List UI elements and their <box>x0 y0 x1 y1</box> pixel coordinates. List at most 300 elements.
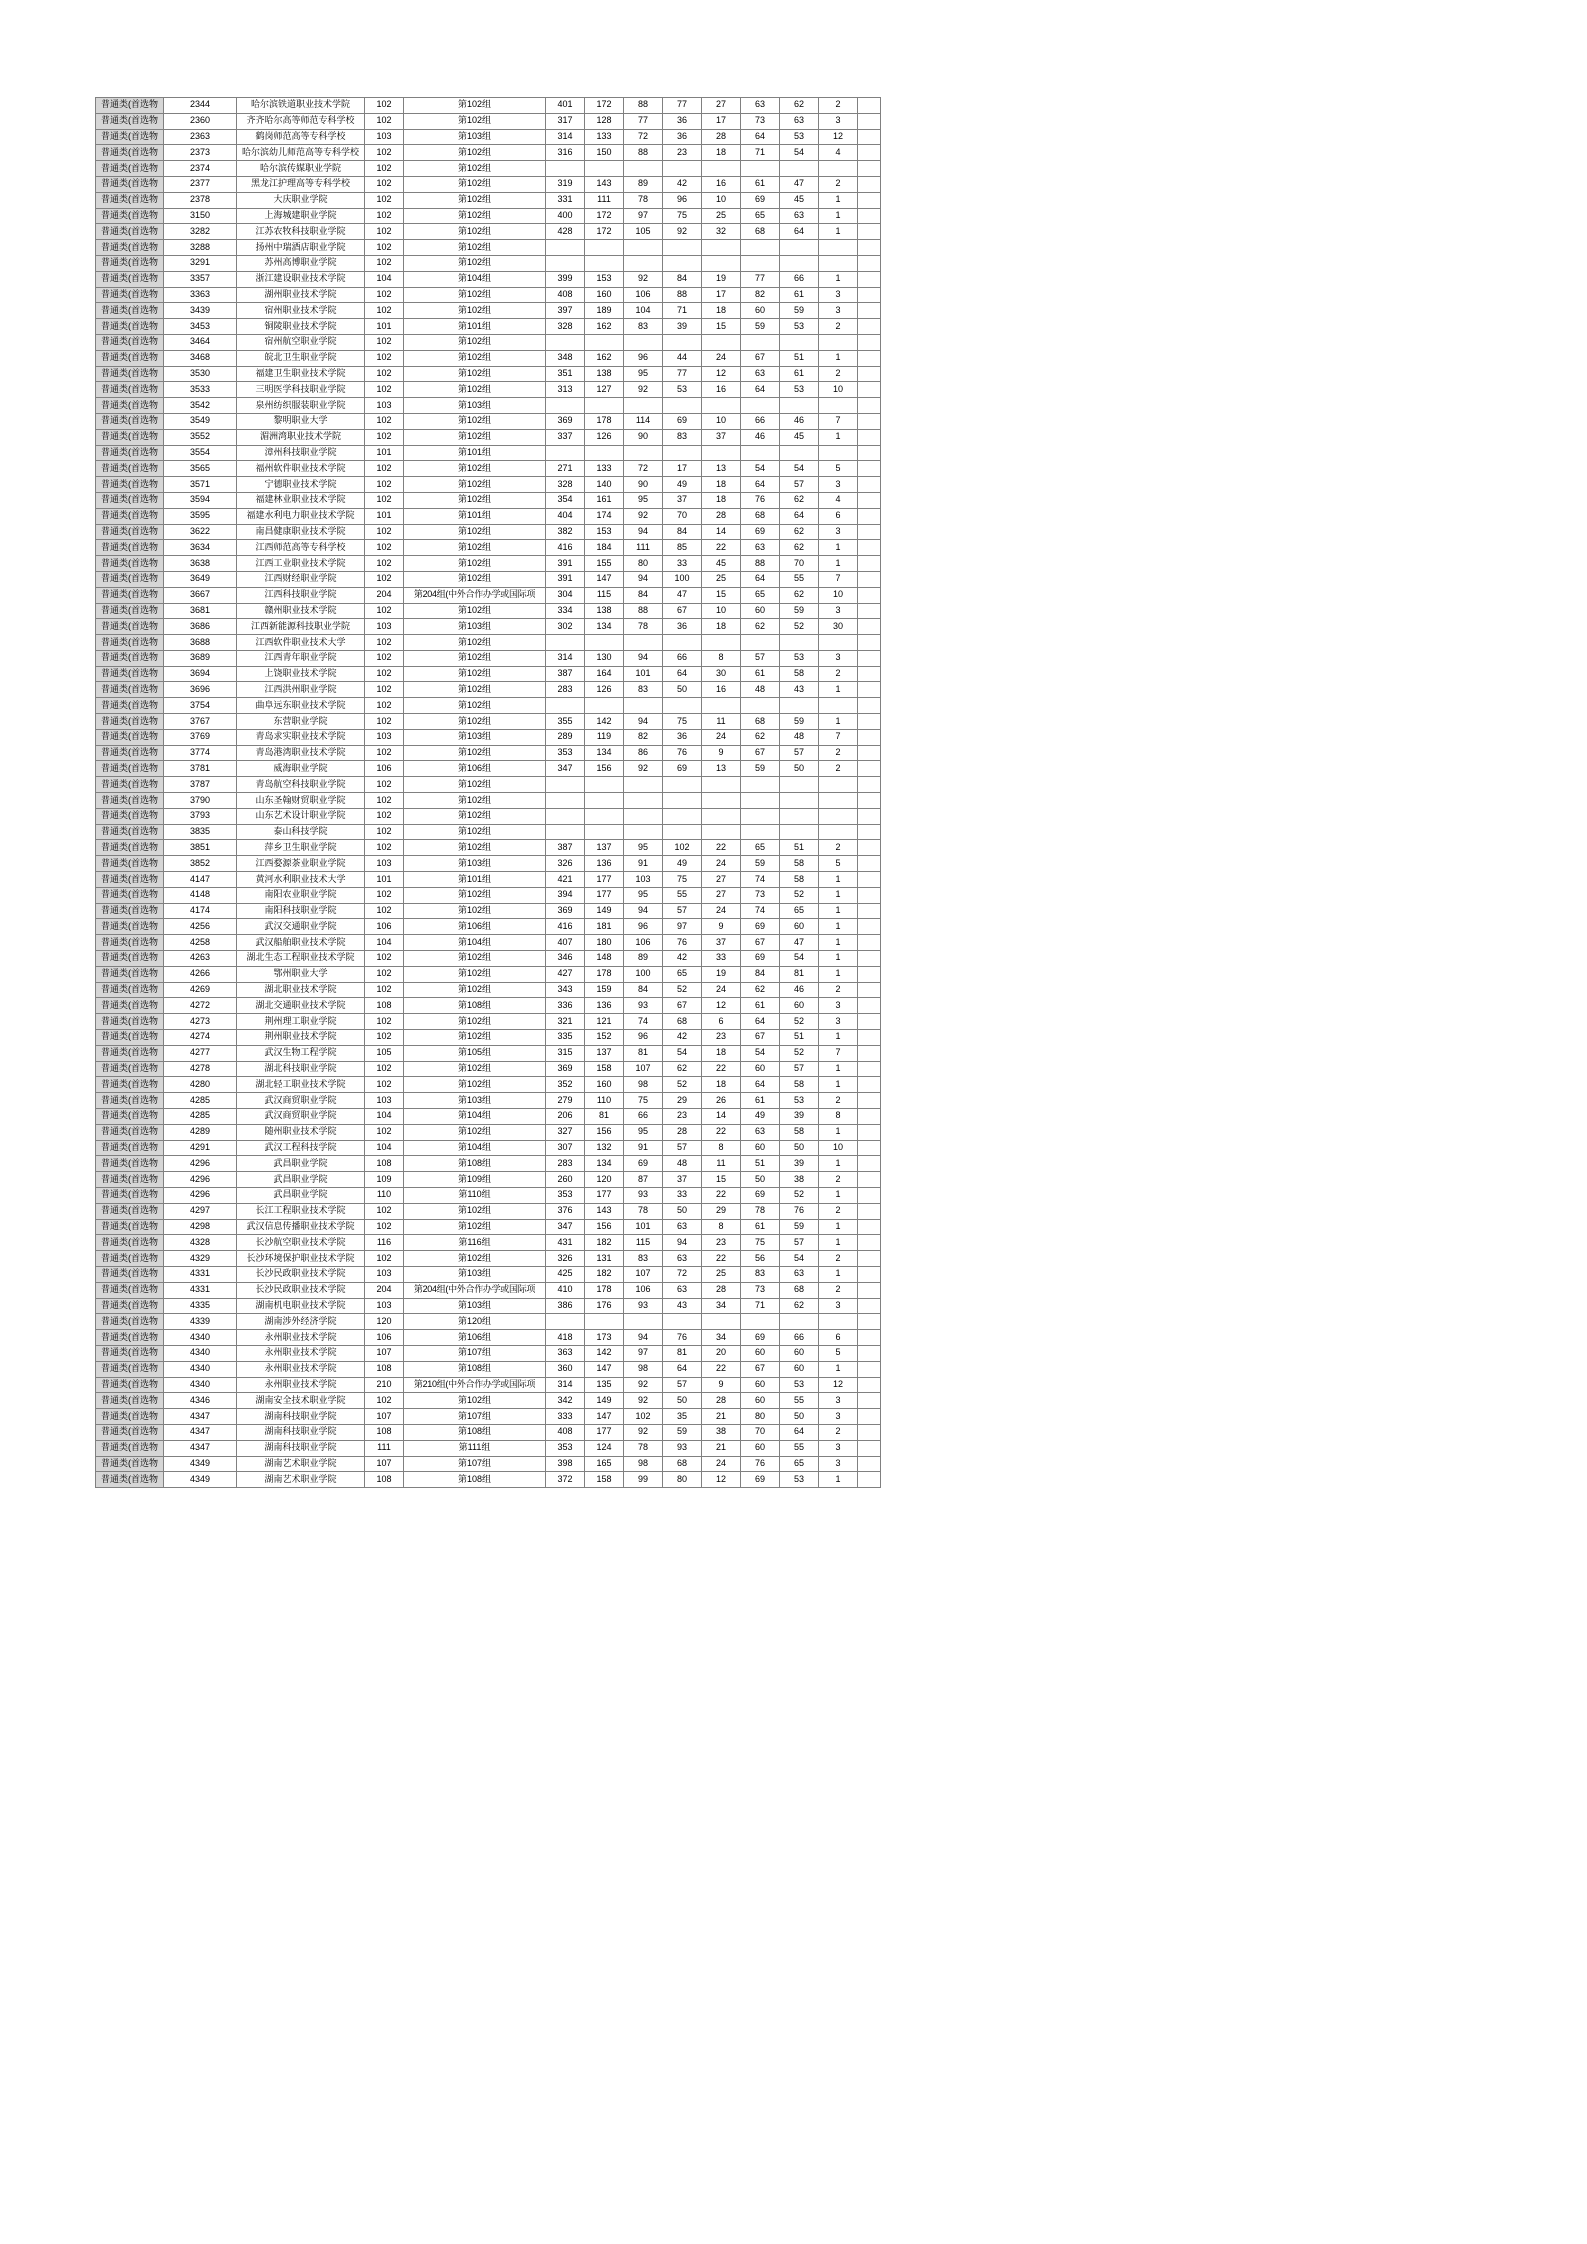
value-cell: 59 <box>780 603 819 619</box>
value-cell: 98 <box>624 1361 663 1377</box>
group-code-cell: 210 <box>365 1377 404 1393</box>
group-name-cell: 第111组 <box>404 1440 546 1456</box>
value-cell <box>585 161 624 177</box>
group-code-cell: 102 <box>365 477 404 493</box>
value-cell: 67 <box>741 1030 780 1046</box>
category-cell: 普通类(首选物 <box>96 1251 164 1267</box>
value-cell: 302 <box>546 619 585 635</box>
value-cell: 71 <box>741 1298 780 1314</box>
group-code-cell: 102 <box>365 540 404 556</box>
table-row <box>96 445 881 461</box>
value-cell: 333 <box>546 1409 585 1425</box>
group-code-cell: 111 <box>365 1440 404 1456</box>
value-cell: 94 <box>663 1235 702 1251</box>
spacer-cell <box>858 382 881 398</box>
value-cell: 165 <box>585 1456 624 1472</box>
category-cell: 普通类(首选物 <box>96 334 164 350</box>
value-cell: 2 <box>819 1251 858 1267</box>
value-cell: 1 <box>819 540 858 556</box>
value-cell: 83 <box>624 682 663 698</box>
value-cell <box>663 240 702 256</box>
spacer-cell <box>858 587 881 603</box>
value-cell: 102 <box>624 1409 663 1425</box>
value-cell <box>585 698 624 714</box>
value-cell: 177 <box>585 1424 624 1440</box>
value-cell: 317 <box>546 113 585 129</box>
code-cell: 4297 <box>164 1203 237 1219</box>
value-cell: 53 <box>780 1472 819 1488</box>
value-cell <box>741 1314 780 1330</box>
value-cell: 416 <box>546 919 585 935</box>
group-code-cell: 102 <box>365 1030 404 1046</box>
value-cell: 67 <box>663 603 702 619</box>
value-cell: 76 <box>663 1330 702 1346</box>
value-cell <box>780 635 819 651</box>
value-cell: 173 <box>585 1330 624 1346</box>
value-cell: 321 <box>546 1014 585 1030</box>
school-cell: 苏州高博职业学院 <box>237 255 365 271</box>
value-cell: 83 <box>741 1266 780 1282</box>
value-cell <box>546 398 585 414</box>
value-cell: 64 <box>741 477 780 493</box>
spacer-cell <box>858 619 881 635</box>
table-row <box>96 1266 881 1282</box>
spacer-cell <box>858 777 881 793</box>
table-row <box>96 492 881 508</box>
school-cell: 武汉商贸职业学院 <box>237 1093 365 1109</box>
value-cell: 62 <box>663 1061 702 1077</box>
value-cell: 5 <box>819 1345 858 1361</box>
value-cell <box>819 1314 858 1330</box>
value-cell: 33 <box>663 556 702 572</box>
table-row <box>96 161 881 177</box>
group-code-cell: 102 <box>365 571 404 587</box>
group-name-cell: 第102组 <box>404 350 546 366</box>
value-cell: 408 <box>546 287 585 303</box>
value-cell: 12 <box>819 1377 858 1393</box>
category-cell: 普通类(首选物 <box>96 1314 164 1330</box>
value-cell: 6 <box>702 1014 741 1030</box>
group-code-cell: 103 <box>365 1266 404 1282</box>
code-cell: 3622 <box>164 524 237 540</box>
group-name-cell: 第101组 <box>404 508 546 524</box>
code-cell: 2363 <box>164 129 237 145</box>
category-cell: 普通类(首选物 <box>96 808 164 824</box>
value-cell <box>585 808 624 824</box>
value-cell: 67 <box>741 1361 780 1377</box>
value-cell: 78 <box>624 1440 663 1456</box>
group-code-cell: 102 <box>365 366 404 382</box>
value-cell: 135 <box>585 1377 624 1393</box>
table-row <box>96 1124 881 1140</box>
value-cell: 2 <box>819 1203 858 1219</box>
value-cell: 66 <box>663 650 702 666</box>
value-cell: 110 <box>585 1093 624 1109</box>
spacer-cell <box>858 1472 881 1488</box>
value-cell: 52 <box>780 1014 819 1030</box>
spacer-cell <box>858 856 881 872</box>
value-cell: 58 <box>780 666 819 682</box>
group-name-cell: 第102组 <box>404 1251 546 1267</box>
group-name-cell: 第110组 <box>404 1187 546 1203</box>
value-cell: 33 <box>702 951 741 967</box>
spacer-cell <box>858 1424 881 1440</box>
spacer-cell <box>858 919 881 935</box>
value-cell <box>585 255 624 271</box>
value-cell: 62 <box>741 619 780 635</box>
code-cell: 4331 <box>164 1282 237 1298</box>
value-cell: 316 <box>546 145 585 161</box>
value-cell: 22 <box>702 540 741 556</box>
value-cell: 72 <box>624 461 663 477</box>
category-cell: 普通类(首选物 <box>96 287 164 303</box>
spacer-cell <box>858 951 881 967</box>
value-cell: 57 <box>663 1140 702 1156</box>
value-cell: 369 <box>546 1061 585 1077</box>
value-cell: 10 <box>819 1140 858 1156</box>
value-cell <box>780 398 819 414</box>
school-cell: 永州职业技术学院 <box>237 1361 365 1377</box>
spacer-cell <box>858 192 881 208</box>
value-cell: 7 <box>819 571 858 587</box>
value-cell: 132 <box>585 1140 624 1156</box>
value-cell <box>546 161 585 177</box>
value-cell <box>780 793 819 809</box>
value-cell: 69 <box>741 1472 780 1488</box>
value-cell: 1 <box>819 1061 858 1077</box>
value-cell: 64 <box>663 666 702 682</box>
group-code-cell: 102 <box>365 334 404 350</box>
category-cell: 普通类(首选物 <box>96 129 164 145</box>
group-name-cell: 第102组 <box>404 887 546 903</box>
code-cell: 3554 <box>164 445 237 461</box>
table-row <box>96 319 881 335</box>
group-code-cell: 102 <box>365 1061 404 1077</box>
category-cell: 普通类(首选物 <box>96 951 164 967</box>
group-code-cell: 102 <box>365 1014 404 1030</box>
category-cell: 普通类(首选物 <box>96 1014 164 1030</box>
group-code-cell: 102 <box>365 682 404 698</box>
category-cell: 普通类(首选物 <box>96 1456 164 1472</box>
value-cell: 158 <box>585 1061 624 1077</box>
value-cell: 30 <box>819 619 858 635</box>
value-cell: 100 <box>663 571 702 587</box>
code-cell: 4339 <box>164 1314 237 1330</box>
value-cell <box>663 334 702 350</box>
spacer-cell <box>858 635 881 651</box>
category-cell: 普通类(首选物 <box>96 1472 164 1488</box>
value-cell: 369 <box>546 413 585 429</box>
value-cell <box>546 793 585 809</box>
spacer-cell <box>858 1266 881 1282</box>
value-cell: 425 <box>546 1266 585 1282</box>
category-cell: 普通类(首选物 <box>96 113 164 129</box>
table-row <box>96 382 881 398</box>
value-cell: 160 <box>585 1077 624 1093</box>
value-cell: 6 <box>819 1330 858 1346</box>
table-row <box>96 1203 881 1219</box>
category-cell: 普通类(首选物 <box>96 398 164 414</box>
value-cell: 124 <box>585 1440 624 1456</box>
value-cell: 55 <box>780 571 819 587</box>
value-cell: 5 <box>819 856 858 872</box>
category-cell: 普通类(首选物 <box>96 1187 164 1203</box>
value-cell: 57 <box>780 1061 819 1077</box>
table-row <box>96 951 881 967</box>
value-cell <box>702 240 741 256</box>
value-cell: 149 <box>585 903 624 919</box>
spacer-cell <box>858 982 881 998</box>
group-code-cell: 102 <box>365 287 404 303</box>
value-cell: 75 <box>663 714 702 730</box>
code-cell: 4285 <box>164 1093 237 1109</box>
value-cell: 14 <box>702 1109 741 1125</box>
group-code-cell: 103 <box>365 398 404 414</box>
value-cell: 74 <box>624 1014 663 1030</box>
value-cell: 60 <box>741 1377 780 1393</box>
value-cell: 54 <box>780 951 819 967</box>
value-cell: 64 <box>780 1424 819 1440</box>
group-code-cell: 102 <box>365 777 404 793</box>
school-cell: 武汉工程科技学院 <box>237 1140 365 1156</box>
value-cell: 67 <box>663 998 702 1014</box>
code-cell: 4273 <box>164 1014 237 1030</box>
value-cell: 128 <box>585 113 624 129</box>
value-cell: 53 <box>780 382 819 398</box>
table-row <box>96 966 881 982</box>
value-cell: 61 <box>741 666 780 682</box>
category-cell: 普通类(首选物 <box>96 445 164 461</box>
value-cell: 360 <box>546 1361 585 1377</box>
value-cell: 60 <box>741 1061 780 1077</box>
category-cell: 普通类(首选物 <box>96 1203 164 1219</box>
value-cell: 133 <box>585 461 624 477</box>
category-cell: 普通类(首选物 <box>96 240 164 256</box>
value-cell: 95 <box>624 366 663 382</box>
value-cell: 5 <box>819 461 858 477</box>
code-cell: 3638 <box>164 556 237 572</box>
group-code-cell: 120 <box>365 1314 404 1330</box>
group-code-cell: 110 <box>365 1187 404 1203</box>
table-row <box>96 682 881 698</box>
value-cell: 104 <box>624 303 663 319</box>
table-row <box>96 255 881 271</box>
spacer-cell <box>858 682 881 698</box>
code-cell: 4347 <box>164 1409 237 1425</box>
value-cell: 101 <box>624 666 663 682</box>
value-cell: 42 <box>663 1030 702 1046</box>
value-cell: 64 <box>741 1014 780 1030</box>
category-cell: 普通类(首选物 <box>96 1424 164 1440</box>
value-cell: 92 <box>624 382 663 398</box>
spacer-cell <box>858 824 881 840</box>
value-cell: 78 <box>624 1203 663 1219</box>
value-cell: 17 <box>702 113 741 129</box>
value-cell <box>819 445 858 461</box>
value-cell: 114 <box>624 413 663 429</box>
spacer-cell <box>858 1219 881 1235</box>
value-cell: 50 <box>741 1172 780 1188</box>
value-cell: 337 <box>546 429 585 445</box>
value-cell: 3 <box>819 477 858 493</box>
group-name-cell: 第103组 <box>404 129 546 145</box>
spacer-cell <box>858 540 881 556</box>
value-cell: 33 <box>663 1187 702 1203</box>
school-cell: 长沙民政职业技术学院 <box>237 1266 365 1282</box>
group-name-cell: 第106组 <box>404 761 546 777</box>
group-name-cell: 第102组 <box>404 208 546 224</box>
table-row <box>96 1440 881 1456</box>
value-cell: 45 <box>702 556 741 572</box>
value-cell: 399 <box>546 271 585 287</box>
group-name-cell: 第108组 <box>404 998 546 1014</box>
value-cell: 1 <box>819 1156 858 1172</box>
value-cell: 1 <box>819 1361 858 1377</box>
code-cell: 3439 <box>164 303 237 319</box>
group-code-cell: 102 <box>365 808 404 824</box>
value-cell: 52 <box>780 619 819 635</box>
group-code-cell: 102 <box>365 492 404 508</box>
value-cell: 98 <box>624 1077 663 1093</box>
value-cell: 7 <box>819 413 858 429</box>
value-cell <box>624 445 663 461</box>
value-cell: 67 <box>741 350 780 366</box>
group-name-cell: 第102组 <box>404 540 546 556</box>
spacer-cell <box>858 1409 881 1425</box>
group-code-cell: 108 <box>365 998 404 1014</box>
value-cell <box>702 777 741 793</box>
spacer-cell <box>858 508 881 524</box>
table-row <box>96 1330 881 1346</box>
value-cell: 42 <box>663 951 702 967</box>
value-cell: 52 <box>780 1045 819 1061</box>
school-cell: 湖北职业技术学院 <box>237 982 365 998</box>
value-cell: 69 <box>741 951 780 967</box>
value-cell: 142 <box>585 714 624 730</box>
value-cell: 46 <box>780 982 819 998</box>
value-cell: 115 <box>624 1235 663 1251</box>
group-code-cell: 105 <box>365 1045 404 1061</box>
value-cell: 178 <box>585 413 624 429</box>
group-name-cell: 第102组 <box>404 413 546 429</box>
value-cell: 30 <box>702 666 741 682</box>
value-cell: 427 <box>546 966 585 982</box>
value-cell: 16 <box>702 382 741 398</box>
value-cell: 315 <box>546 1045 585 1061</box>
category-cell: 普通类(首选物 <box>96 1156 164 1172</box>
school-cell: 漳州科技职业学院 <box>237 445 365 461</box>
value-cell: 416 <box>546 540 585 556</box>
value-cell: 75 <box>624 1093 663 1109</box>
table-body <box>96 98 881 1488</box>
school-cell: 湖南机电职业技术学院 <box>237 1298 365 1314</box>
group-code-cell: 102 <box>365 714 404 730</box>
value-cell: 3 <box>819 1393 858 1409</box>
school-cell: 江西科技职业学院 <box>237 587 365 603</box>
group-code-cell: 102 <box>365 224 404 240</box>
value-cell: 328 <box>546 319 585 335</box>
value-cell: 119 <box>585 729 624 745</box>
table-row <box>96 761 881 777</box>
value-cell: 37 <box>702 429 741 445</box>
value-cell: 50 <box>780 1409 819 1425</box>
table-row <box>96 887 881 903</box>
value-cell: 387 <box>546 666 585 682</box>
group-code-cell: 107 <box>365 1409 404 1425</box>
value-cell <box>624 635 663 651</box>
group-code-cell: 108 <box>365 1156 404 1172</box>
table-row <box>96 1345 881 1361</box>
value-cell: 1 <box>819 208 858 224</box>
value-cell: 131 <box>585 1251 624 1267</box>
spacer-cell <box>858 903 881 919</box>
group-code-cell: 102 <box>365 1393 404 1409</box>
group-code-cell: 101 <box>365 445 404 461</box>
category-cell: 普通类(首选物 <box>96 1361 164 1377</box>
value-cell <box>819 398 858 414</box>
value-cell: 421 <box>546 872 585 888</box>
value-cell: 53 <box>780 650 819 666</box>
group-code-cell: 102 <box>365 192 404 208</box>
school-cell: 荆州职业技术学院 <box>237 1030 365 1046</box>
value-cell: 73 <box>741 887 780 903</box>
school-cell: 湖州职业技术学院 <box>237 287 365 303</box>
value-cell: 400 <box>546 208 585 224</box>
value-cell: 3 <box>819 1409 858 1425</box>
value-cell: 62 <box>780 492 819 508</box>
code-cell: 3681 <box>164 603 237 619</box>
value-cell <box>819 793 858 809</box>
category-cell: 普通类(首选物 <box>96 1266 164 1282</box>
group-code-cell: 102 <box>365 650 404 666</box>
value-cell: 57 <box>780 745 819 761</box>
school-cell: 湖北交通职业技术学院 <box>237 998 365 1014</box>
value-cell: 49 <box>663 856 702 872</box>
value-cell <box>741 255 780 271</box>
spacer-cell <box>858 429 881 445</box>
group-code-cell: 106 <box>365 919 404 935</box>
code-cell: 2344 <box>164 98 237 114</box>
value-cell: 18 <box>702 1077 741 1093</box>
value-cell: 97 <box>624 1345 663 1361</box>
value-cell: 49 <box>741 1109 780 1125</box>
spacer-cell <box>858 1345 881 1361</box>
value-cell: 391 <box>546 556 585 572</box>
group-name-cell: 第102组 <box>404 698 546 714</box>
value-cell: 68 <box>780 1282 819 1298</box>
spacer-cell <box>858 1030 881 1046</box>
value-cell: 97 <box>663 919 702 935</box>
group-name-cell: 第104组 <box>404 271 546 287</box>
value-cell: 81 <box>663 1345 702 1361</box>
value-cell: 143 <box>585 176 624 192</box>
table-row <box>96 856 881 872</box>
school-cell: 黄河水利职业技术大学 <box>237 872 365 888</box>
school-cell: 南阳科技职业学院 <box>237 903 365 919</box>
spacer-cell <box>858 1172 881 1188</box>
value-cell <box>741 334 780 350</box>
value-cell: 1 <box>819 682 858 698</box>
spacer-cell <box>858 793 881 809</box>
code-cell: 3291 <box>164 255 237 271</box>
table-row <box>96 129 881 145</box>
school-cell: 三明医学科技职业学院 <box>237 382 365 398</box>
value-cell: 55 <box>780 1393 819 1409</box>
table-row <box>96 1409 881 1425</box>
code-cell: 3769 <box>164 729 237 745</box>
value-cell: 2 <box>819 319 858 335</box>
value-cell: 1 <box>819 1235 858 1251</box>
